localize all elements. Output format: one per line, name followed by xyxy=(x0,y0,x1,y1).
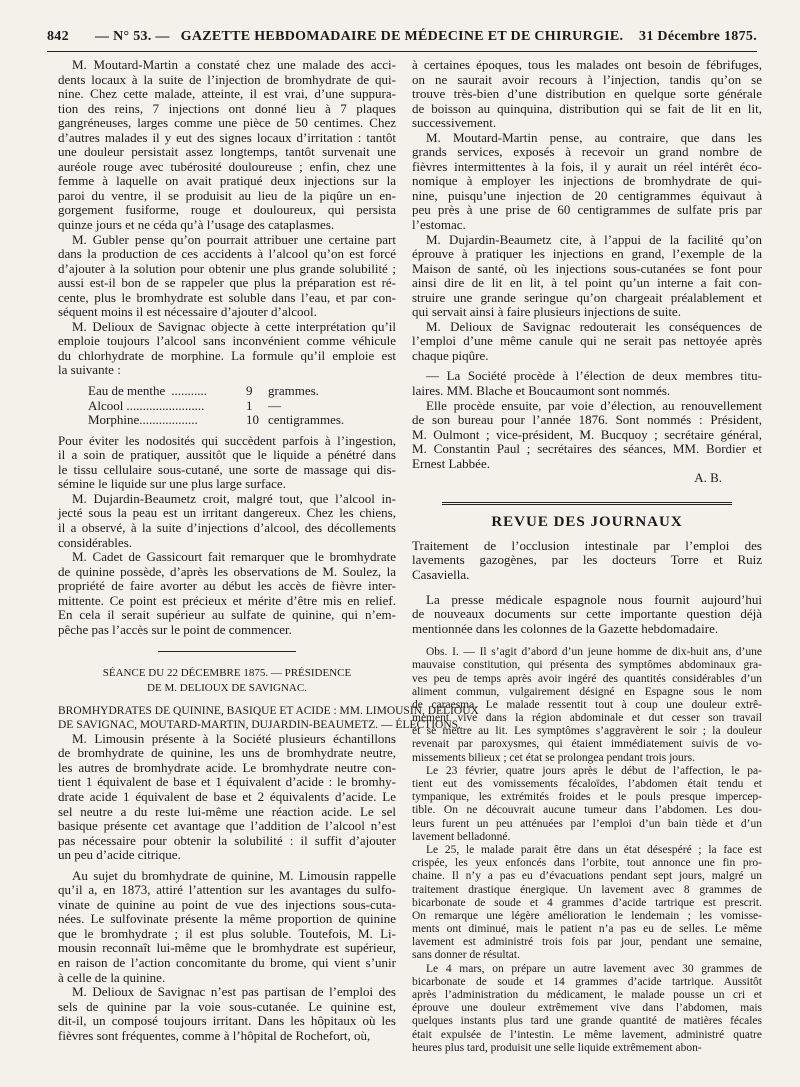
text-line: dents locaux à la suite de l’injection de bromhydrate de qui- xyxy=(58,71,396,87)
text-line: traitement drastique énergique. Un lavement avec 8 grammes de xyxy=(412,883,762,896)
text-line: Au sujet du bromhydrate de quinine, M. Limousin rappelle xyxy=(72,867,396,883)
text-line: il a observé, à la suite d’injections d’alcool, des décollements xyxy=(58,519,396,535)
spacer xyxy=(412,636,762,646)
paragraph-p4 xyxy=(412,320,762,364)
text-line: de quinine possède, d’après les observations de M. Soulez, la xyxy=(58,563,396,579)
text-line: du chlorhydrate de morphine. La formule qu’il emploie est xyxy=(58,347,396,363)
paragraph-p2 xyxy=(412,131,762,233)
text-line: drate acide 1 équivalent de base et 2 équivalents d’acide. Le xyxy=(58,788,396,804)
text-line: femme à laquelle on avait pratiqué deux injections sur la xyxy=(58,173,396,189)
text-line: DE SAVIGNAC, MOUTARD-MARTIN, DUJARDIN-BEAUMETZ. — ÉLECTIONS. xyxy=(58,718,461,731)
text-line: ments ont diminué, mais le patient n’a pas eu de selles. Le même xyxy=(412,923,762,936)
text-line: dans la production de ces accidents à l’alcool qu’on est forcé xyxy=(58,246,396,262)
text-line: fièvres intermittentes à la fois, il y aurait un réel intérêt éco- xyxy=(412,158,762,174)
right-column xyxy=(412,58,762,1055)
paragraph-obs xyxy=(412,646,762,765)
text-line: Le 4 mars, on prépare un autre lavement avec 30 grammes de xyxy=(426,962,762,975)
formula-dots: .................. xyxy=(139,412,198,428)
text-line: éprouve à pratiquer les injections en grand, l’exemple de la xyxy=(412,246,762,262)
text-line: Maison de santé, où les injections sous-cutanées se font pour xyxy=(412,260,762,276)
text-line: en raison de l’action concomitante du brome, qui vient s’unir xyxy=(58,955,396,970)
journal-title: GAZETTE HEBDOMADAIRE DE MÉDECINE ET DE CHIRURGIE. xyxy=(180,29,624,44)
text-line: M. Moutard-Martin pense, au contraire, que dans les xyxy=(426,129,762,145)
paragraph-obs2 xyxy=(412,765,762,844)
paragraph-p8 xyxy=(58,869,396,985)
revue-rule xyxy=(442,502,732,505)
paragraph-p7 xyxy=(58,732,396,863)
text-line: tient 1 équivalent de base et 1 équivalent d’acide : le bromhy- xyxy=(58,774,396,790)
text-line: Pour éviter les nodosités qui succèdent parfois à l’ingestion, xyxy=(58,432,396,448)
spacer xyxy=(412,583,762,593)
text-line: de boisson au quinquina, distribution qui se fait de lit en lit, xyxy=(412,100,762,116)
text-line: nomique à employer les injections de bromhydrate de qui- xyxy=(412,173,762,189)
text-line: vinate de quinine au point de vue des injections sous-cuta- xyxy=(58,896,396,912)
text-line: tion des reins, 7 injections ont donné lieu à 7 plaques xyxy=(58,100,396,116)
text-line: à celle de la quinine. xyxy=(58,969,166,985)
formula-unit: — xyxy=(268,397,281,413)
text-line: — La Société procède à l’élection de deux membres titu- xyxy=(426,368,762,384)
text-line: quelques instants plus tard une grande quantité de matières fécales xyxy=(412,1015,762,1028)
text-line: basique présente cet avantage que l’addition de l’alcool n’est xyxy=(58,818,396,834)
text-line: M. Delioux de Savignac objecte à cette interprétation qu’il xyxy=(72,318,396,334)
text-line: Le 25, le malade parait être dans un état désespéré ; la face est xyxy=(426,843,762,856)
text-line: ves peu de temps après avoir ingéré des quantités considérables d’un xyxy=(412,672,762,685)
formula-quantity: 1 xyxy=(246,397,253,413)
formula-dots: ........... xyxy=(171,383,207,399)
paragraph-p6 xyxy=(412,399,762,472)
text-line: qu’il a, en 1873, attiré l’attention sur les avantages du sulfo- xyxy=(58,882,396,898)
text-line: propriété de faire avorter au début les accès de fièvre inter- xyxy=(58,578,396,594)
paragraph-p2 xyxy=(58,233,396,320)
text-line: M. Oulmont ; vice-président, M. Bucquoy ; secrétaire général, xyxy=(412,426,762,442)
text-line: aliment commun, vulgairement désigné en Espagne sous le nom xyxy=(412,685,762,698)
text-line: tient eut des vomissements fécaloïdes, l’abdomen était tendu et xyxy=(412,778,762,791)
text-line: missements bilieux ; cet état se prolongea pendant trois jours. xyxy=(412,751,695,764)
spacer xyxy=(58,656,396,666)
text-line: et se mettre au lit. Les symptômes s’aggravèrent le soir ; la douleur xyxy=(412,725,762,738)
text-line: lavements gazogènes, par les docteurs Torre et Ruiz xyxy=(412,552,762,568)
formula-quantity: 9 xyxy=(246,383,253,399)
formula-row xyxy=(58,413,396,428)
issue-number: — N° 53. — xyxy=(95,29,170,44)
text-line: sels de quinine par la voie sous-cutanée. Le quinine est, xyxy=(58,998,396,1014)
text-line: mement vive dans la région abdominale et dut cesser son travail xyxy=(412,712,762,725)
text-line: l’estomac. xyxy=(412,217,466,233)
signature: A. B. xyxy=(694,470,722,486)
text-line: M. Moutard-Martin a constaté chez une malade des acci- xyxy=(72,57,396,72)
text-line: grands services, exposés à recevoir un grand nombre de xyxy=(412,144,762,160)
text-line: d’autres malades il y eut des signes locaux d’irritation : tantôt xyxy=(58,129,396,145)
spacer xyxy=(58,695,396,705)
spacer xyxy=(58,637,396,647)
paragraph-p1 xyxy=(58,58,396,233)
text-line: gorgement fusiforme, rouge et douloureux, qui persista xyxy=(58,202,396,218)
text-line: La presse médicale espagnole nous fournit aujourd’hui xyxy=(426,591,762,607)
text-line: gangréneuses, larges comme une pièce de 50 centimes. Chez xyxy=(58,115,396,131)
text-line: M. Delioux de Savignac n’est pas partisan de l’emploi des xyxy=(72,984,396,1000)
text-line: d’ajouter à la solution pour obtenir une plus grande solubilité ; xyxy=(58,260,396,276)
formula-quantity: 10 xyxy=(246,412,259,428)
text-line: mittente. Ce point est précieux et mérite d’être mis en relief. xyxy=(58,592,396,608)
text-line: nine. Chez cette malade, atteinte, il est vrai, d’une suppura- xyxy=(58,86,396,102)
paragraph-p4 xyxy=(58,434,396,492)
formula-row xyxy=(58,384,396,399)
text-line: emploie toujours l’alcool sans inconvénient comme véhicule xyxy=(58,333,396,349)
revue-heading: REVUE DES JOURNAUX xyxy=(491,513,683,530)
text-line: sémine le liquide sur une plus large surface. xyxy=(58,476,286,492)
text-line: de bromhydrate de quinine, les uns de bromhydrate neutre, xyxy=(58,745,396,761)
text-line: revenait par paroxysmes, qui étaient immédiatement suivis de vo- xyxy=(412,738,762,751)
text-line: bicarbonate de soude et 4 grammes d’acide tartrique est prescrit. xyxy=(412,896,762,909)
text-line: après l’administration du médicament, le malade pousse un cri et xyxy=(412,989,762,1002)
text-line: pas nécessaire pour obtenir la solubilité : il suffit d’ajouter xyxy=(58,832,396,848)
formula-ingredient: Eau de menthe xyxy=(88,383,166,399)
text-line: jecté sous la peau est un irritant dangereux. Chez les chiens, xyxy=(58,505,396,521)
text-line: M. Dujardin-Beaumetz cite, à l’appui de la facilité qu’on xyxy=(426,231,762,247)
formula-dots: ........................ xyxy=(126,397,205,413)
text-line: heures plus tard, produisit une selle liquide extrêmement abon- xyxy=(412,1041,702,1054)
text-line: que le bromhydrate ; il est plus soluble. Toutefois, M. Li- xyxy=(58,925,396,941)
formula-unit: grammes. xyxy=(268,383,319,399)
text-line: nine, puisqu’une injection de 20 centigrammes équivaut à xyxy=(412,187,762,203)
text-line: On remarque une légère amélioration le lendemain ; les vomisse- xyxy=(412,909,762,922)
text-line: lavement belladonné. xyxy=(412,830,511,843)
text-line: M. Dujardin-Beaumetz croit, malgré tout, que l’alcool in- xyxy=(72,490,396,506)
text-line: peu près à une prise de 60 centigrammes de sulfate pris par xyxy=(412,202,762,218)
paragraph-p3 xyxy=(412,233,762,320)
paragraph-p3 xyxy=(58,320,396,378)
text-line: fièvres sont fréquentes, comme à l’hôpital de Rochefort, où, xyxy=(58,1027,371,1043)
paragraph-p6 xyxy=(58,550,396,637)
section-rule xyxy=(158,651,296,652)
text-line: crispée, les yeux enfoncés dans l’orbite, tout annonce une fin pro- xyxy=(412,857,762,870)
text-line: tible. On ne découvrait aucune tumeur dans l’abdomen. Les dou- xyxy=(412,804,762,817)
text-line: les autres de bromhydrate acide. Le bromhydrate neutre con- xyxy=(58,759,396,775)
text-line: BROMHYDRATES DE QUININE, BASIQUE ET ACIDE : MM. LIMOUSIN, DELIOUX xyxy=(58,705,479,718)
text-line: il a soin de pratiquer, aussitôt que le liquide a pénétré dans xyxy=(58,447,396,463)
formula-ingredient: Morphine xyxy=(88,412,140,428)
text-line: Elle procède ensuite, par voie d’élection, au renouvellement xyxy=(426,397,762,413)
formula-ingredient: Alcool xyxy=(88,397,124,413)
paragraph-obs3 xyxy=(412,844,762,963)
text-line: M. Gubler pense qu’on pourrait attribuer une certaine part xyxy=(72,231,396,247)
text-line: chaque piqûre. xyxy=(412,347,489,363)
paragraph-article_title xyxy=(412,539,762,583)
text-line: la suivante : xyxy=(58,362,121,378)
text-line: auréole rouge avec tubérosité douloureuse ; enfin, chez une xyxy=(58,158,396,174)
spacer xyxy=(412,486,762,500)
text-line: on ne saurait avoir recours à l’injection, tandis qu’on se xyxy=(412,71,762,87)
text-line: dit-il, un composé toujours irritant. Dans les hôpitaux où les xyxy=(58,1013,396,1029)
text-line: DE M. DELIOUX DE SAVIGNAC. xyxy=(147,681,307,694)
page-number: 842 xyxy=(47,29,69,44)
text-line: M. Constantin Paul ; secrétaires des séances, MM. Bordier et xyxy=(412,441,762,457)
text-line: nées. Le sulfovinate présente la même proportion de quinine xyxy=(58,911,396,927)
text-line: sans donner de résultat. xyxy=(412,949,520,962)
header-rule xyxy=(47,51,757,52)
text-line: M. Cadet de Gassicourt fait remarquer que le bromhydrate xyxy=(72,549,396,565)
paragraph-p9 xyxy=(58,985,396,1043)
text-line: de son bureau pour l’année 1876. Sont nommés : Président, xyxy=(412,412,762,428)
text-line: était expulsée de l’intestin. Le même lavement, administré quatre xyxy=(412,1028,762,1041)
text-line: à certaines époques, tous les malades ont besoin de fébrifuges, xyxy=(412,57,762,72)
formula-row xyxy=(58,399,396,414)
text-line: Ernest Labbée. xyxy=(412,455,490,471)
text-line: Casaviella. xyxy=(412,566,470,582)
text-line: qui servait ainsi à faire plusieurs injections de suite. xyxy=(412,304,681,320)
text-line: considérables. xyxy=(58,534,133,550)
text-line: Traitement de l’occlusion intestinale par l’emploi des xyxy=(412,537,762,553)
text-line: successivement. xyxy=(412,115,497,131)
text-line: trouve très-bien d’une distribution en quelque sorte générale xyxy=(412,86,762,102)
text-line: séquent moins il est nécessaire d’ajouter d’alcool. xyxy=(58,304,317,320)
formula-unit: centigrammes. xyxy=(268,412,345,428)
text-line: mousin reconnaît lui-même que le bromhydrate est supérieur, xyxy=(58,940,396,956)
text-line: laires. MM. Blache et Boucaumont sont nommés. xyxy=(412,383,671,399)
text-line: lavement est administré trois fois par jour, pendant une semaine, xyxy=(412,936,762,949)
text-line: cente, plus le bromhydrate est soluble dans l’eau, et par con- xyxy=(58,289,396,305)
paragraph-obs4 xyxy=(412,963,762,1055)
paragraph-p7 xyxy=(412,593,762,637)
text-line: le tissu cellulaire sous-cutané, une sorte de massage qui dis- xyxy=(58,461,396,477)
text-line: une douleur persistait assez longtemps, tantôt survenait une xyxy=(58,144,396,160)
running-header xyxy=(47,27,757,49)
text-line: bicarbonate de soude et 14 grammes d’acide tartrique. Aussitôt xyxy=(412,975,762,988)
paragraph-p1 xyxy=(412,58,762,131)
text-line: Le 23 février, quatre jours après le début de l’affection, le pa- xyxy=(426,764,762,777)
text-line: mauvaise constitution, qui présenta des symptômes abdominaux gra- xyxy=(412,659,762,672)
text-line: pêche pas l’accès sur le point de commencer. xyxy=(58,621,292,637)
paragraph-p5 xyxy=(58,492,396,550)
issue-date: 31 Décembre 1875. xyxy=(639,29,757,44)
text-line: paroi du ventre, il se produisit au lieu de la piqûre un en- xyxy=(58,187,396,203)
text-line: En cela il serait supérieur au sulfate de quinine, qui n’em- xyxy=(58,607,396,623)
text-line: M. Delioux de Savignac redouterait les conséquences de xyxy=(426,318,762,334)
text-line: leurs furent un peu atténuées par l’emploi d’un bain tiède et d’un xyxy=(412,817,762,830)
text-line: ainsi dire de lit en lit, à tel point qu’un interne a fait con- xyxy=(412,275,762,291)
text-line: un peu d’acide citrique. xyxy=(58,847,181,863)
text-line: struire une grande seringue qu’on chargeait préalablement et xyxy=(412,289,762,305)
text-line: chaine. Il n’y a pas eu d’évacuations pendant sept jours, malgré un xyxy=(412,870,762,883)
paragraph-seance_title xyxy=(58,666,396,695)
text-line: tympanique, les extrémités froides et le pouls presque impercep- xyxy=(412,791,762,804)
paragraph-p5 xyxy=(412,369,762,398)
text-line: M. Limousin présente à la Société plusieurs échantillons xyxy=(72,730,396,746)
text-line: aussi est-il bon de se rappeler que plus la préparation est ré- xyxy=(58,275,396,291)
text-line: l’emploi d’une même canule qui ne serait pas nettoyée après xyxy=(412,333,762,349)
text-line: Obs. I. — Il s’agit d’abord d’un jeune homme de dix-huit ans, d’une xyxy=(426,646,762,659)
paragraph-summary xyxy=(58,705,479,731)
text-line: de nouveaux documents sur cette importante question déjà xyxy=(412,606,762,622)
text-line: de caraesma. Le malade ressentit tout à coup une douleur extrê- xyxy=(412,698,762,711)
text-line: SÉANCE DU 22 DÉCEMBRE 1875. — PRÉSIDENCE xyxy=(102,667,352,680)
text-line: sel neutre a du reste lui-même une réaction acide. Le sel xyxy=(58,803,396,819)
text-line: éprouve une douleur extrêmement vive dans l’abdomen, mais xyxy=(412,1002,762,1015)
text-line: mentionnée dans les colonnes de la Gazette hebdomadaire. xyxy=(412,620,719,636)
text-line: quinze jours et ne céda qu’à l’usage des cataplasmes. xyxy=(58,217,335,233)
